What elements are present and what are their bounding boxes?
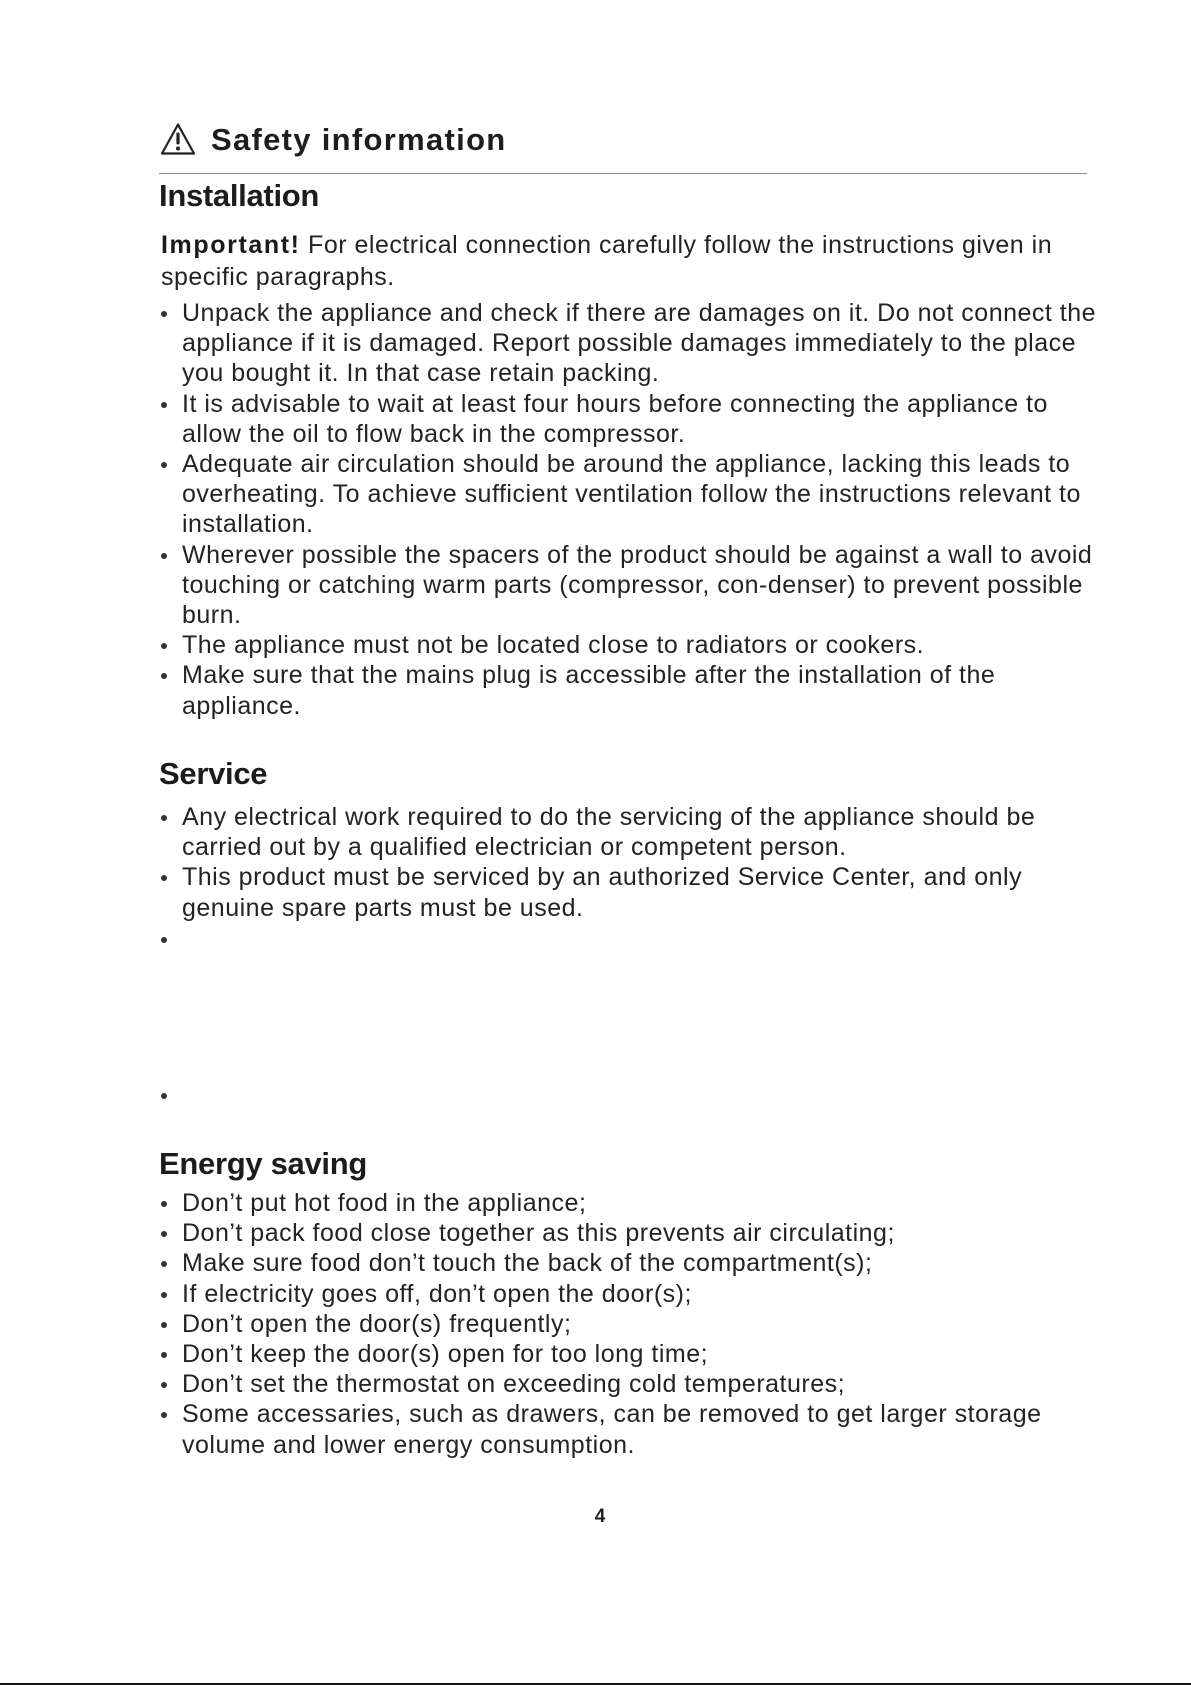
list-item: Wherever possible the spacers of the product should be against a wall to avoid touching or catching warm parts (compressor, con-denser) to prevent possible burn. (159, 540, 1099, 631)
page-number: 4 (594, 1506, 606, 1527)
header-divider (159, 173, 1087, 174)
bullet-dot (161, 553, 167, 559)
service-list (159, 802, 1099, 923)
service-heading: Service (159, 756, 268, 791)
bullet-dot (161, 673, 167, 679)
energy-saving-heading: Energy saving (159, 1146, 368, 1181)
bullet-dot (161, 1292, 167, 1298)
list-item (159, 924, 1099, 954)
bullet-dot (161, 815, 167, 821)
bullet-dot (161, 1093, 167, 1099)
warning-triangle-icon (160, 122, 196, 156)
list-item: Adequate air circulation should be around the appliance, lacking this leads to overheating. To achieve sufficient ventilation follow the instructions relevant to installation. (159, 449, 1099, 540)
bullet-dot (161, 1261, 167, 1267)
bullet-dot (161, 402, 167, 408)
bullet-dot (161, 1352, 167, 1358)
list-item: Don’t keep the door(s) open for too long time; (159, 1339, 1099, 1369)
installation-intro (161, 229, 1101, 293)
list-item: Don’t set the thermostat on exceeding cold temperatures; (159, 1369, 1099, 1399)
bullet-dot (161, 1201, 167, 1207)
empty-bullet-2 (159, 1080, 1099, 1110)
list-item: Don’t open the door(s) frequently; (159, 1309, 1099, 1339)
installation-list (159, 298, 1099, 721)
list-item: The appliance must not be located close to radiators or cookers. (159, 630, 1099, 660)
list-item (159, 1080, 1099, 1110)
bullet-dot (161, 1412, 167, 1418)
list-item: This product must be serviced by an authorized Service Center, and only genuine spare parts must be used. (159, 862, 1099, 922)
list-item: Any electrical work required to do the servicing of the appliance should be carried out by a qualified electrician or competent person. (159, 802, 1099, 862)
list-item: Some accessaries, such as drawers, can be removed to get larger storage volume and lower energy consumption. (159, 1399, 1099, 1459)
bullet-dot (161, 1231, 167, 1237)
bullet-dot (161, 643, 167, 649)
bullet-dot (161, 311, 167, 317)
list-item: Unpack the appliance and check if there are damages on it. Do not connect the appliance if it is damaged. Report possible damages immediately to the place you bought it. In that case retain packing. (159, 298, 1099, 389)
important-label: Important! (161, 231, 301, 259)
list-item: Don’t put hot food in the appliance; (159, 1188, 1099, 1218)
intro-text: For electrical connection carefully follow the instructions given in specific paragraphs. (161, 231, 1053, 291)
list-item: If electricity goes off, don’t open the door(s); (159, 1279, 1099, 1309)
list-item: Make sure that the mains plug is accessible after the installation of the appliance. (159, 660, 1099, 720)
energy-saving-list (159, 1188, 1099, 1460)
page-header (159, 119, 1087, 175)
list-item: It is advisable to wait at least four hours before connecting the appliance to allow the oil to flow back in the compressor. (159, 389, 1099, 449)
bullet-dot (161, 875, 167, 881)
bullet-dot (161, 1382, 167, 1388)
bullet-dot (161, 937, 167, 943)
bullet-dot (161, 1322, 167, 1328)
installation-heading: Installation (159, 178, 320, 213)
list-item: Don’t pack food close together as this prevents air circulating; (159, 1218, 1099, 1248)
page-title: Safety information (211, 122, 507, 157)
list-item: Make sure food don’t touch the back of the compartment(s); (159, 1248, 1099, 1278)
bullet-dot (161, 462, 167, 468)
empty-bullet-1 (159, 924, 1099, 954)
